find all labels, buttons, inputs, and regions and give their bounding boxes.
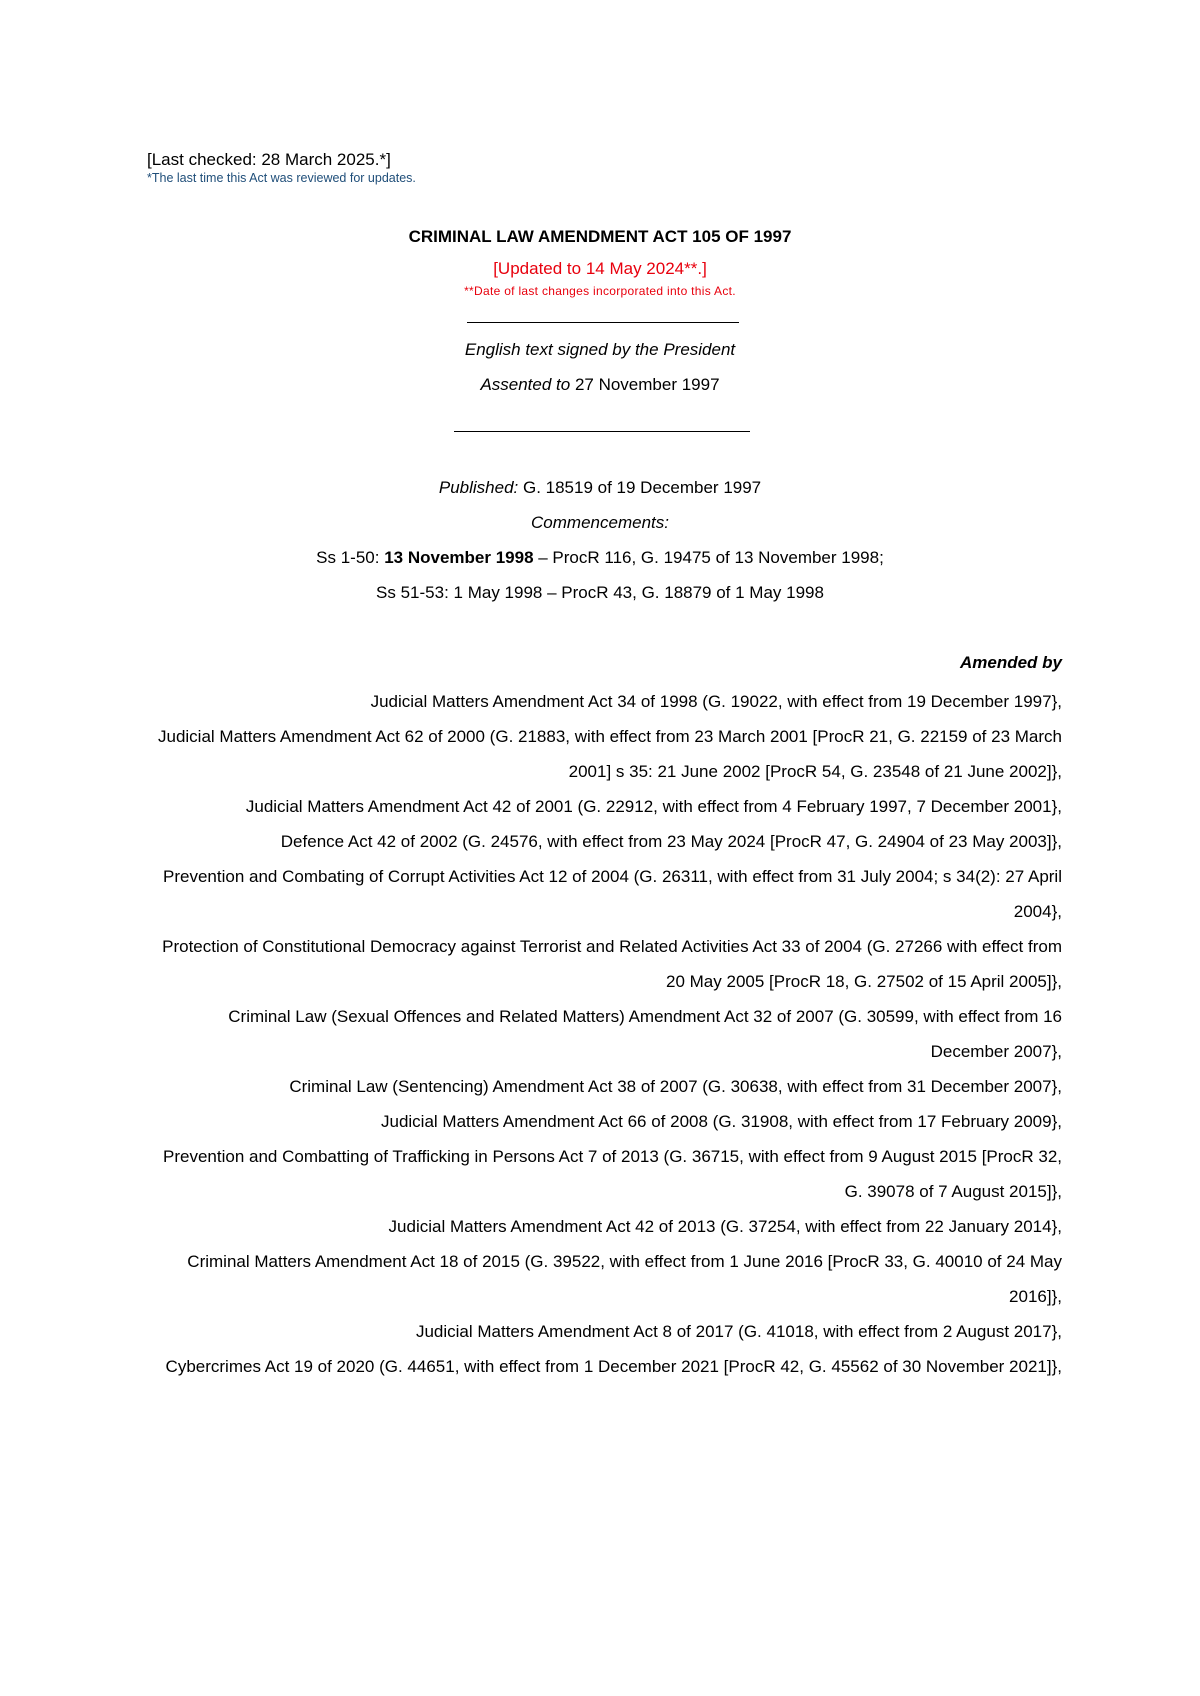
assented-label: Assented to xyxy=(480,375,571,394)
amendment-item: Criminal Law (Sexual Offences and Related Matters) Amendment Act 32 of 2007 (G. 30599, with effect from 16 December 2007}, xyxy=(228,1007,1062,1061)
updated-footnote: **Date of last changes incorporated into this Act. xyxy=(464,284,736,298)
amended-by-heading: Amended by xyxy=(959,653,1062,672)
divider-line xyxy=(454,431,750,432)
updated-notice: [Updated to 14 May 2024**.] xyxy=(493,259,707,278)
published-value: G. 18519 of 19 December 1997 xyxy=(518,478,762,497)
amendment-item: Judicial Matters Amendment Act 42 of 2001 (G. 22912, with effect from 4 February 1997, 7 December 2001}, xyxy=(245,797,1062,816)
amendment-list xyxy=(147,684,1062,1384)
signed-text: English text signed by the President xyxy=(464,340,736,359)
amendment-item: Judicial Matters Amendment Act 42 of 2013 (G. 37254, with effect from 22 January 2014}, xyxy=(388,1217,1062,1236)
commencement-line: Ss 51-53: 1 May 1998 – ProcR 43, G. 18879 of 1 May 1998 xyxy=(376,583,824,602)
amendment-item: Cybercrimes Act 19 of 2020 (G. 44651, with effect from 1 December 2021 [ProcR 42, G. 45562 of 30 November 2021]}, xyxy=(165,1357,1062,1376)
amendment-item: Criminal Law (Sentencing) Amendment Act 38 of 2007 (G. 30638, with effect from 31 December 2007}, xyxy=(289,1077,1062,1096)
assented-line xyxy=(0,374,1200,396)
assented-date: 27 November 1997 xyxy=(570,375,720,394)
commencement-date: 13 November 1998 xyxy=(384,548,534,567)
published-label: Published: xyxy=(438,478,519,497)
amendment-item: Judicial Matters Amendment Act 62 of 2000 (G. 21883, with effect from 23 March 2001 [ProcR 21, G. 22159 of 23 March 2001] s 35: 21 June 2002 [ProcR 54, G. 23548 of 21 June 2002]}, xyxy=(158,727,1062,781)
amendment-item: Defence Act 42 of 2002 (G. 24576, with effect from 23 May 2024 [ProcR 47, G. 24904 of 23 May 2003]}, xyxy=(280,832,1062,851)
commencement-line xyxy=(0,547,1200,569)
commencements-label: Commencements: xyxy=(531,513,669,532)
published-line xyxy=(0,477,1200,499)
amendment-item: Prevention and Combating of Corrupt Activities Act 12 of 2004 (G. 26311, with effect from 31 July 2004; s 34(2): 27 April 2004}, xyxy=(163,867,1062,921)
amendment-item: Judicial Matters Amendment Act 34 of 1998 (G. 19022, with effect from 19 December 1997}, xyxy=(370,692,1062,711)
amendment-item: Criminal Matters Amendment Act 18 of 2015 (G. 39522, with effect from 1 June 2016 [ProcR 33, G. 40010 of 24 May 2016]}, xyxy=(187,1252,1062,1306)
last-checked-text: [Last checked: 28 March 2025.*] xyxy=(147,150,391,169)
act-title: CRIMINAL LAW AMENDMENT ACT 105 OF 1997 xyxy=(408,227,792,246)
amendment-item: Judicial Matters Amendment Act 8 of 2017 (G. 41018, with effect from 2 August 2017}, xyxy=(415,1322,1062,1341)
amendment-item: Prevention and Combatting of Trafficking in Persons Act 7 of 2013 (G. 36715, with effect from 9 August 2015 [ProcR 32, G. 39078 of 7 August 2015]}, xyxy=(163,1147,1062,1201)
commencement-suffix: – ProcR 116, G. 19475 of 13 November 1998; xyxy=(533,548,884,567)
divider-line xyxy=(467,322,739,323)
commencement-prefix: Ss 1-50: xyxy=(316,548,385,567)
amendment-item: Judicial Matters Amendment Act 66 of 2008 (G. 31908, with effect from 17 February 2009}, xyxy=(380,1112,1062,1131)
last-checked-footnote: *The last time this Act was reviewed for updates. xyxy=(147,171,416,185)
amendment-item: Protection of Constitutional Democracy against Terrorist and Related Activities Act 33 of 2004 (G. 27266 with effect from 20 May 2005 [ProcR 18, G. 27502 of 15 April 2005]}, xyxy=(162,937,1062,991)
